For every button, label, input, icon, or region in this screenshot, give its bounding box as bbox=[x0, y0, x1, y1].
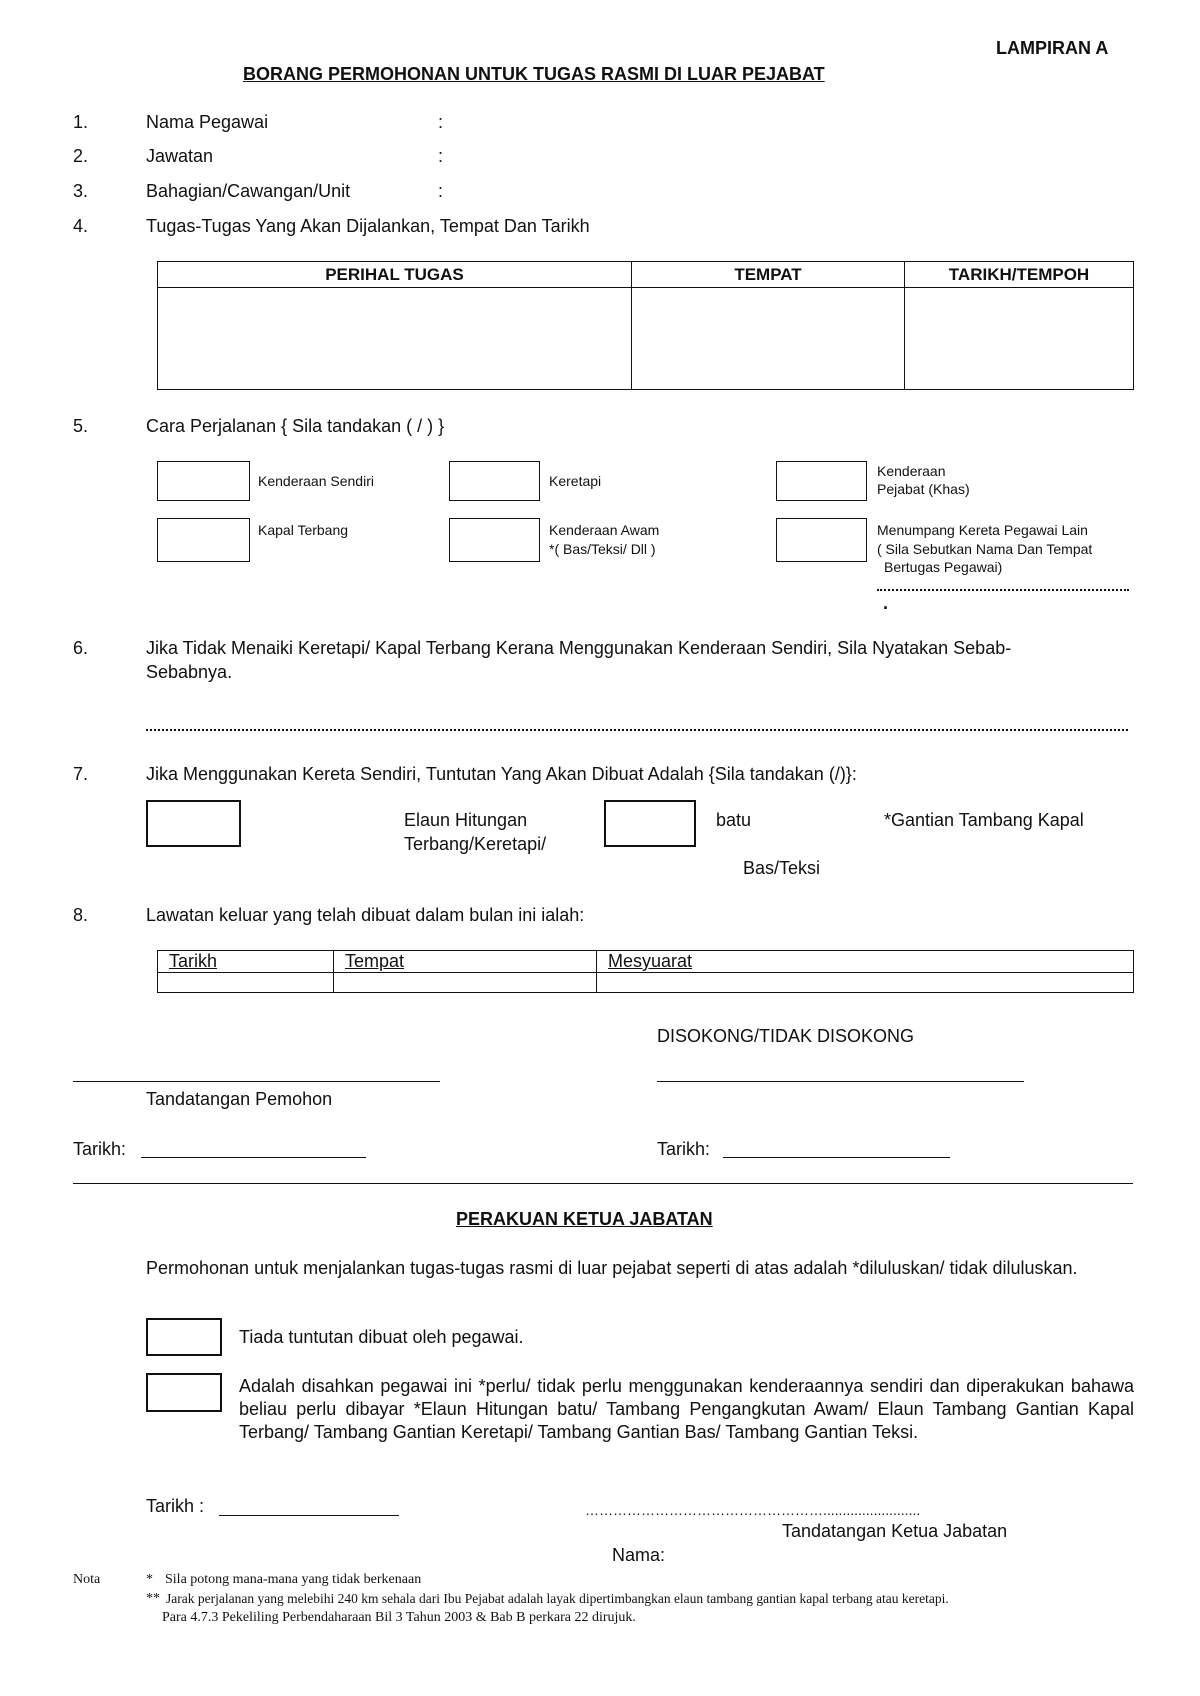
perakuan-paragraph: Permohonan untuk menjalankan tugas-tugas rasmi di luar pejabat seperti di atas adalah *diluluskan/ tidak diluluskan. bbox=[146, 1258, 1078, 1278]
duty-table-header: TEMPAT bbox=[632, 262, 905, 288]
visits-cell[interactable] bbox=[158, 973, 334, 993]
section6-line1: Jika Tidak Menaiki Keretapi/ Kapal Terbang Kerana Menggunakan Kenderaan Sendiri, Sila Nyatakan Sebab- bbox=[146, 638, 1012, 658]
nota-label: Nota bbox=[73, 1572, 101, 1587]
visits-table-header: Mesyuarat bbox=[597, 951, 1134, 973]
attachment-label: LAMPIRAN A bbox=[996, 38, 1109, 58]
support-status: DISOKONG/TIDAK DISOKONG bbox=[657, 1026, 915, 1046]
visits-table-header: Tarikh bbox=[158, 951, 334, 973]
duty-cell-perihal[interactable] bbox=[158, 288, 632, 390]
field-number: 3. bbox=[73, 181, 89, 201]
field-label-bahagian: Bahagian/Cawangan/Unit bbox=[146, 181, 351, 201]
option-text: batu bbox=[716, 810, 752, 830]
nota-line: Jarak perjalanan yang melebihi 240 km sehala dari Ibu Pejabat adalah layak dipertimbangkan elaun tambang gantian kapal terbang atau keretapi. bbox=[166, 1591, 949, 1606]
duty-cell-tempat[interactable] bbox=[632, 288, 905, 390]
section-number: 7. bbox=[73, 764, 89, 784]
checkbox-kenderaan-sendiri[interactable] bbox=[157, 461, 250, 501]
option-text: Elaun Hitungan bbox=[404, 810, 528, 830]
duty-table-header: TARIKH/TEMPOH bbox=[905, 262, 1134, 288]
field-colon: : bbox=[438, 146, 444, 166]
field-number: 1. bbox=[73, 112, 89, 132]
option-label: *( Bas/Teksi/ Dll ) bbox=[549, 541, 656, 557]
option-text: Bas/Teksi bbox=[743, 858, 821, 878]
visits-table bbox=[157, 950, 1134, 993]
field-number: 2. bbox=[73, 146, 89, 166]
checkbox-disahkan[interactable] bbox=[146, 1373, 222, 1412]
visits-table-header: Tempat bbox=[334, 951, 597, 973]
head-signature-label: Tandatangan Ketua Jabatan bbox=[782, 1521, 1008, 1541]
checkbox-keretapi[interactable] bbox=[449, 461, 540, 501]
section8-label: Lawatan keluar yang telah dibuat dalam bulan ini ialah: bbox=[146, 905, 585, 925]
section-number: 4. bbox=[73, 216, 89, 236]
applicant-signature-label: Tandatangan Pemohon bbox=[146, 1089, 333, 1109]
section-number: 8. bbox=[73, 905, 89, 925]
checkbox-tiada-tuntutan[interactable] bbox=[146, 1318, 222, 1356]
head-signature-dots[interactable]: ……………………………………………......................... bbox=[585, 1502, 921, 1518]
date-label: Tarikh: bbox=[73, 1139, 127, 1159]
dot-mark: . bbox=[883, 593, 889, 613]
checkbox-kenderaan-awam[interactable] bbox=[449, 518, 540, 562]
checkbox-kenderaan-pejabat[interactable] bbox=[776, 461, 867, 501]
section-number: 5. bbox=[73, 416, 89, 436]
checkbox-gantian-tambang[interactable] bbox=[604, 800, 696, 847]
checkbox-elaun-hitungan[interactable] bbox=[146, 800, 241, 847]
nota-star: ** bbox=[146, 1591, 160, 1606]
section-divider bbox=[73, 1183, 1133, 1184]
duty-cell-tarikh[interactable] bbox=[905, 288, 1134, 390]
duty-table bbox=[157, 261, 1134, 390]
option-label: ( Sila Sebutkan Nama Dan Tempat bbox=[877, 541, 1093, 557]
section-number: 6. bbox=[73, 638, 89, 658]
visits-cell[interactable] bbox=[597, 973, 1134, 993]
field-colon: : bbox=[438, 181, 444, 201]
option-label: Kenderaan Sendiri bbox=[258, 473, 374, 489]
option-label: Menumpang Kereta Pegawai Lain bbox=[877, 522, 1088, 538]
option-text: Terbang/Keretapi/ bbox=[404, 834, 547, 854]
applicant-signature-line[interactable] bbox=[73, 1081, 440, 1082]
section7-label: Jika Menggunakan Kereta Sendiri, Tuntutan Yang Akan Dibuat Adalah {Sila tandakan (/)}: bbox=[146, 764, 857, 784]
date-label: Tarikh : bbox=[146, 1496, 205, 1516]
dotted-line[interactable] bbox=[146, 729, 1128, 731]
name-label: Nama: bbox=[612, 1545, 666, 1565]
perakuan-title: PERAKUAN KETUA JABATAN bbox=[456, 1209, 713, 1229]
checkbox-kapal-terbang[interactable] bbox=[157, 518, 250, 562]
section4-label: Tugas-Tugas Yang Akan Dijalankan, Tempat Dan Tarikh bbox=[146, 216, 590, 236]
date-line[interactable] bbox=[141, 1157, 366, 1158]
option-label: Kenderaan bbox=[877, 463, 946, 479]
field-colon: : bbox=[438, 112, 444, 132]
date-line[interactable] bbox=[723, 1157, 950, 1158]
field-label-nama-pegawai: Nama Pegawai bbox=[146, 112, 269, 132]
option-label: Pejabat (Khas) bbox=[877, 481, 970, 497]
checkbox-menumpang[interactable] bbox=[776, 518, 867, 562]
duty-table-header: PERIHAL TUGAS bbox=[158, 262, 632, 288]
option-text: *Gantian Tambang Kapal bbox=[884, 810, 1084, 830]
field-label-jawatan: Jawatan bbox=[146, 146, 214, 166]
option-label: Bertugas Pegawai) bbox=[884, 559, 1003, 575]
form-title: BORANG PERMOHONAN UNTUK TUGAS RASMI DI LUAR PEJABAT bbox=[243, 64, 825, 84]
option-label: Kapal Terbang bbox=[258, 522, 349, 538]
section6-line2: Sebabnya. bbox=[146, 662, 233, 682]
nota-star: * bbox=[146, 1572, 153, 1587]
option-text: Tiada tuntutan dibuat oleh pegawai. bbox=[239, 1327, 524, 1347]
section5-label: Cara Perjalanan { Sila tandakan ( / ) } bbox=[146, 416, 445, 436]
date-label: Tarikh: bbox=[657, 1139, 711, 1159]
date-line[interactable] bbox=[219, 1515, 399, 1516]
option-label: Kenderaan Awam bbox=[549, 522, 660, 538]
option-label: Keretapi bbox=[549, 473, 602, 489]
supporter-signature-line[interactable] bbox=[657, 1081, 1024, 1082]
dotted-line bbox=[877, 589, 1129, 591]
option-paragraph: Adalah disahkan pegawai ini *perlu/ tidak perlu menggunakan kenderaannya sendiri dan diperakukan bahawa beliau perlu dibayar *Elaun Hitungan batu/ Tambang Pengangkutan Awam/ Elaun Tambang Gantian Kapal Terbang/ Tambang Gantian Keretapi/ Tambang Gantian Bas/ Tambang Gantian Teksi. bbox=[239, 1376, 1134, 1442]
visits-cell[interactable] bbox=[334, 973, 597, 993]
nota-line: Para 4.7.3 Pekeliling Perbendaharaan Bil 3 Tahun 2003 & Bab B perkara 22 dirujuk. bbox=[162, 1610, 636, 1625]
nota-line: Sila potong mana-mana yang tidak berkenaan bbox=[165, 1572, 422, 1587]
